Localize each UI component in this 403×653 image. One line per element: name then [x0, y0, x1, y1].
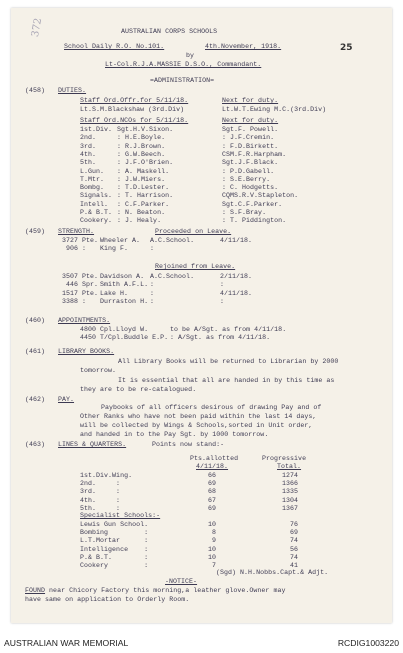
progressive-total: 1274 [281, 472, 298, 479]
points-allotted: 7 [211, 562, 216, 569]
duty-next-nco: : P.D.Gabell. [222, 167, 275, 175]
duty-nco: : C.F.Parker. [117, 200, 170, 208]
duty-nco: : J. Healy. [117, 217, 162, 225]
points-allotted: 69 [207, 504, 216, 512]
points-column-date: 4/11/18. [196, 463, 229, 470]
duty-next-nco: Sgt.J.F.Black. [222, 159, 279, 167]
rank: Pte. [82, 289, 99, 297]
points-allotted: 9 [211, 537, 216, 545]
library-line: they are to be re-catalogued. [80, 386, 197, 393]
duty-nco: : H.E.Boyle. [117, 134, 166, 142]
duty-nco: : A. Maskell. [117, 167, 170, 175]
points-allotted: 67 [207, 496, 216, 504]
soldier-name: Smith A.F.L. [100, 281, 149, 289]
progressive-total: 1367 [281, 504, 298, 512]
duty-next-nco: CSM.F.R.Harpham. [222, 150, 287, 158]
progressive-total: 56 [289, 545, 298, 553]
lines-quarters-heading: LINES & QUARTERS. [58, 441, 127, 448]
appointment-number: 4800 [80, 326, 97, 333]
rank: Spr. [82, 281, 99, 289]
points-row-name: Cookery : [80, 562, 149, 569]
duty-nco: : N. Beaton. [117, 209, 166, 216]
duty-next-nco: : J.F.Cremin. [222, 134, 275, 142]
nco-next-duty-label: Next for duty. [222, 117, 279, 124]
duty-next-nco: CQMS.R.V.Stapleton. [222, 192, 299, 200]
duties-heading: DUTIES. [58, 87, 87, 94]
commandant-line: Lt-Col.R.J.A.MASSIE D.S.O., Commandant. [105, 61, 262, 68]
points-allotted: 8 [211, 529, 216, 537]
duty-unit: Signals. [80, 192, 113, 200]
points-row-name: 3rd. : [80, 488, 121, 496]
pay-line: and handed in to the Pay Sgt. by 1000 tomorrow. [80, 431, 269, 438]
total-column-header: Progressive [262, 455, 307, 462]
duty-next-nco: Sgt.C.F.Parker. [222, 200, 283, 208]
duty-nco: : R.J.Brown. [117, 142, 166, 150]
duty-nco: : J.F.O'Brien. [117, 159, 174, 167]
soldier-name: King F. [100, 245, 129, 253]
points-column-header: Pts.allotted [190, 455, 239, 462]
soldier-name: Durraston H. [100, 297, 149, 305]
progressive-total: 41 [289, 562, 298, 569]
library-number: (461) [25, 348, 46, 355]
staff-officer-next: Lt.W.T.Ewing M.C.(3rd.Div) [222, 106, 327, 113]
duty-unit: Bombg. [80, 184, 105, 192]
rejoined-leave-label: Rejoined from Leave. [155, 263, 236, 270]
duty-next-nco: : C. Hodgetts. [222, 184, 279, 192]
unit: : [150, 281, 155, 289]
next-duty-label: Next for duty. [222, 97, 279, 104]
unit: A.C.School. [150, 237, 195, 244]
staff-officer-label: Staff Ord.Offr.for 5/11/18. [80, 97, 189, 104]
duty-unit: 3rd. [80, 142, 97, 150]
duty-unit: 2nd. [80, 134, 97, 142]
unit: : [150, 297, 155, 305]
administration-heading: =ADMINISTRATION= [150, 77, 215, 84]
appointments-number: (460) [25, 317, 46, 324]
appointment-rank-name: Cpl.Lloyd W. [100, 326, 149, 333]
points-row-name: L.T.Mortar : [80, 537, 149, 545]
document-title: AUSTRALIAN CORPS SCHOOLS [121, 28, 218, 35]
progressive-total: 1304 [281, 496, 298, 504]
unit: : [150, 245, 155, 253]
archive-reference: RCDIG1003220 [337, 638, 399, 648]
points-row-name: Bombing : [80, 529, 149, 537]
points-allotted: 66 [207, 472, 216, 479]
points-row-name: 4th. : [80, 496, 121, 504]
notice-line [25, 587, 285, 595]
duty-unit: L.Gun. [80, 167, 105, 175]
library-line: All Library Books will be returned to Librarian by 2000 [118, 358, 339, 365]
soldier-name: Wheeler A. [100, 237, 141, 244]
strength-heading: STRENGTH. [58, 228, 95, 235]
points-allotted: 10 [207, 521, 216, 528]
library-line: tomorrow. [80, 367, 117, 374]
duty-next-nco: : S.E.Berry. [222, 175, 271, 183]
points-allotted: 69 [207, 480, 216, 488]
total-column-subheader: Total. [277, 463, 302, 470]
points-allotted: 10 [207, 545, 216, 553]
soldier-name: Lake H. [100, 289, 129, 297]
rank: Pte. [82, 237, 99, 244]
points-intro: Points now stand:- [152, 441, 225, 448]
rank: : [82, 245, 87, 253]
soldier-name: Davidson A. [100, 273, 145, 280]
progressive-total: 76 [289, 521, 298, 528]
progressive-total: 74 [289, 537, 298, 545]
by-label: by [186, 52, 195, 59]
orders-date: 4th.November, 1918. [205, 43, 282, 50]
duty-next-nco: : T. Piddington. [222, 217, 287, 225]
library-line: It is essential that all are handed in by this time as [118, 377, 335, 384]
orders-number: School Daily R.O. No.101. [64, 43, 165, 50]
points-row-name: Lewis Gun School. [80, 521, 149, 528]
regimental-number: 3727 [61, 237, 78, 244]
appointment-text: to be A/Sgt. as from 4/11/18. [170, 326, 287, 333]
date: : [220, 281, 225, 289]
date: 2/11/18. [220, 273, 253, 280]
date: 4/11/18. [220, 237, 253, 244]
duty-nco: Sgt.H.V.Sixon. [117, 126, 174, 133]
duty-nco: : T.D.Lester. [117, 184, 170, 192]
duty-unit: P.& B.T. [80, 209, 113, 216]
notice-line: have same on application to Orderly Room. [25, 596, 190, 603]
duty-nco: : T. Harrison. [117, 192, 174, 200]
duty-unit: 4th. [80, 150, 97, 158]
duty-next-nco: Sgt.F. Powell. [222, 126, 279, 133]
pay-number: (462) [25, 396, 46, 403]
specialist-schools-label: Specialist Schools:- [80, 512, 161, 519]
points-allotted: 68 [207, 488, 216, 496]
progressive-total: 1366 [281, 480, 298, 488]
progressive-total: 69 [289, 529, 298, 537]
notice-line-text: near Chicory Factory this morning,a leather glove.Owner may [45, 587, 286, 594]
duty-next-nco: : F.D.Birkett. [222, 142, 279, 150]
library-heading: LIBRARY BOOKS. [58, 348, 115, 355]
rank: : [82, 297, 87, 305]
pay-line: will be collected by Wings & Schools,sorted in Unit order, [80, 422, 313, 429]
archive-footer [0, 627, 403, 653]
points-row-name: 2nd. : [80, 480, 121, 488]
notice-heading: -NOTICE- [165, 578, 198, 585]
duty-unit: Cookery. [80, 217, 113, 225]
duty-unit: 1st.Div. [80, 126, 113, 133]
signature-line: (Sgd) N.H.Nobbs.Capt.& Adjt. [216, 569, 329, 576]
unit: : [150, 289, 155, 297]
regimental-number: 446 [65, 281, 78, 289]
duty-nco: : J.W.Miers. [117, 175, 166, 183]
page-number: 25 [340, 43, 353, 53]
appointments-heading: APPOINTMENTS. [58, 317, 111, 324]
duty-unit: T.Mtr. [80, 175, 105, 183]
staff-nco-label: Staff Ord.NCOs for 5/11/18. [80, 117, 189, 124]
regimental-number: 3388 [61, 297, 78, 305]
pay-line: Paybooks of all officers desirous of drawing Pay and of [101, 404, 322, 411]
points-allotted: 10 [207, 553, 216, 561]
appointment-rank-name: T/Cpl.Buddle E.P. [100, 334, 169, 342]
proceeded-leave-label: Proceeded on Leave. [155, 228, 232, 235]
regimental-number: 1517 [61, 289, 78, 297]
points-row-name: P.& B.T. : [80, 553, 149, 561]
unit: A.C.School. [150, 273, 195, 280]
pay-heading: PAY. [58, 396, 75, 403]
rank: Pte. [82, 273, 99, 280]
appointment-text: : A/Sgt. as from 4/11/18. [170, 334, 271, 342]
staff-officer-name: Lt.S.M.Blackshaw (3rd.Div) [80, 106, 185, 113]
pay-line: Other Ranks who have not been paid within the last 14 days, [80, 413, 317, 420]
progressive-total: 74 [289, 553, 298, 561]
lines-quarters-number: (463) [25, 441, 46, 448]
duty-unit: Intell. [80, 200, 109, 208]
points-row-name: Intelligence : [80, 545, 149, 553]
date: : [220, 297, 225, 305]
notice-found-word: FOUND [25, 587, 46, 594]
strength-number: (459) [25, 228, 46, 235]
regimental-number: 906 [65, 245, 78, 253]
duties-number: (458) [25, 87, 46, 94]
margin-note: 372 [30, 17, 45, 38]
appointment-number: 4450 [80, 334, 97, 342]
points-row-name: 1st.Div.Wing. [80, 472, 133, 479]
duty-nco: : G.W.Beech. [117, 150, 166, 158]
progressive-total: 1335 [281, 488, 298, 496]
duty-unit: 5th. [80, 159, 97, 167]
date: 4/11/18. [220, 289, 253, 297]
duty-next-nco: : S.F.Bray. [222, 209, 267, 216]
points-row-name: 5th. : [80, 504, 121, 512]
regimental-number: 3507 [61, 273, 78, 280]
archive-name: AUSTRALIAN WAR MEMORIAL [4, 638, 129, 648]
